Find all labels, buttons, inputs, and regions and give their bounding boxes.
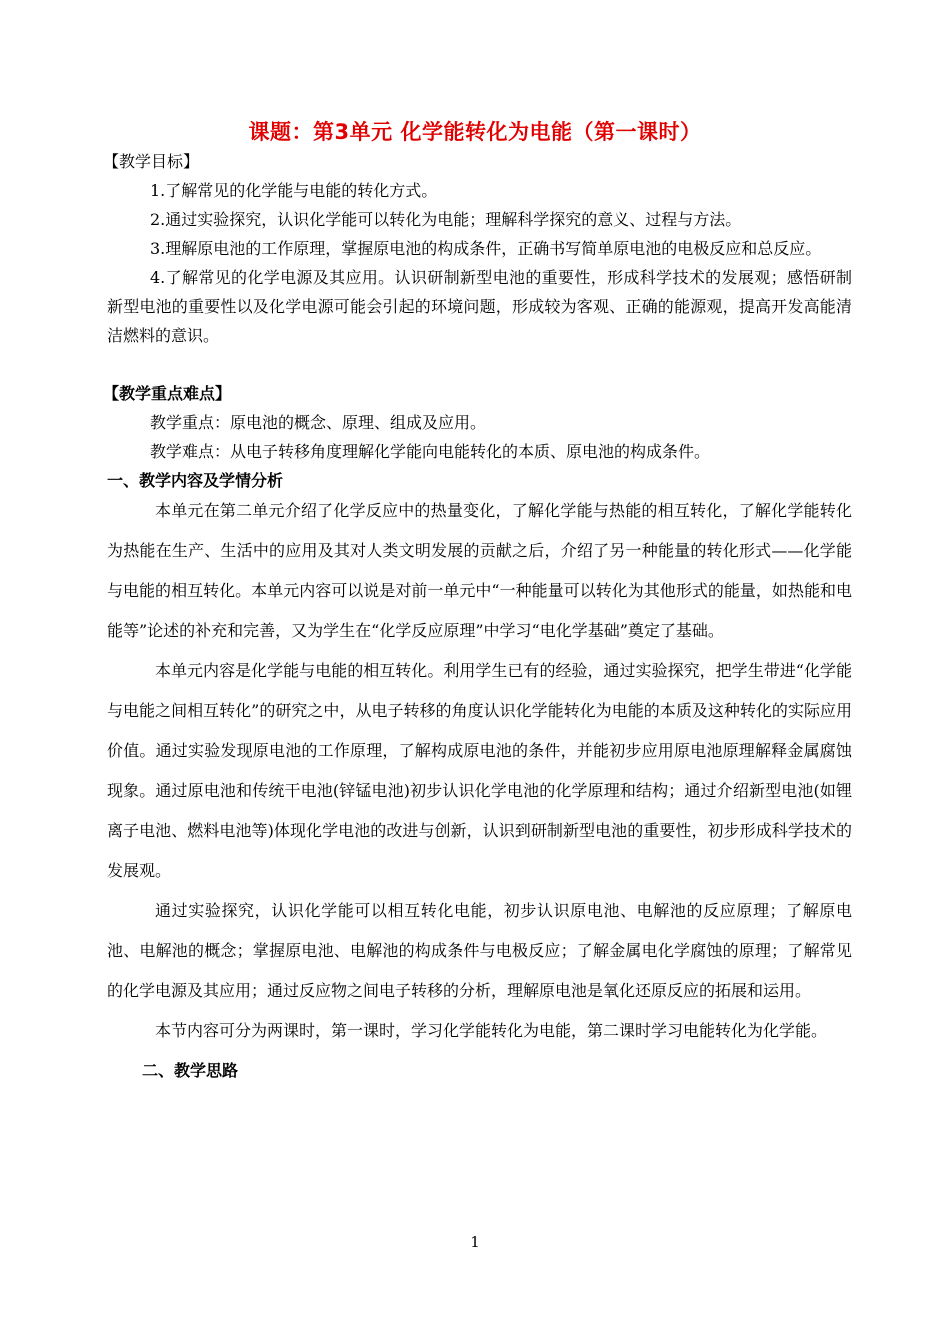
section1-body xyxy=(107,491,852,1091)
section2-heading: 二、教学思路 xyxy=(142,1061,239,1080)
body-paragraph: 通过实验探究，认识化学能可以相互转化电能，初步认识原电池、电解池的反应原理；了解原电池、电解池的概念；掌握原电池、电解池的构成条件与电极反应；了解金属电化学腐蚀的原理；了解常见的化学电源及其应用；通过反应物之间电子转移的分析，理解原电池是氧化还原反应的拓展和运用。 xyxy=(107,901,852,1000)
objective-item: 2.通过实验探究，认识化学能可以转化为电能；理解科学探究的意义、过程与方法。 xyxy=(150,210,742,229)
difficulty-point: 教学难点：从电子转移角度理解化学能向电能转化的本质、原电池的构成条件。 xyxy=(150,442,711,461)
key-point: 教学重点：原电池的概念、原理、组成及应用。 xyxy=(150,413,487,432)
page-number: 1 xyxy=(470,1233,480,1251)
objectives-section xyxy=(103,147,852,350)
objectives-heading: 【教学目标】 xyxy=(103,152,200,171)
document-title: 课题：第3单元 化学能转化为电能（第一课时） xyxy=(248,120,702,144)
section1-heading: 一、教学内容及学情分析 xyxy=(107,471,284,490)
objective-item: 1.了解常见的化学能与电能的转化方式。 xyxy=(150,181,438,200)
keypoints-section xyxy=(103,379,852,495)
body-paragraph: 本节内容可分为两课时，第一课时，学习化学能转化为电能，第二课时学习电能转化为化学能。 xyxy=(155,1021,828,1040)
objective-item: 3.理解原电池的工作原理，掌握原电池的构成条件，正确书写简单原电池的电极反应和总反应。 xyxy=(150,239,822,258)
keypoints-heading: 【教学重点难点】 xyxy=(103,384,232,403)
body-paragraph: 本单元在第二单元介绍了化学反应中的热量变化，了解化学能与热能的相互转化，了解化学能转化为热能在生产、生活中的应用及其对人类文明发展的贡献之后，介绍了另一种能量的转化形式——化学能与电能的相互转化。本单元内容可以说是对前一单元中“一种能量可以转化为其他形式的能量，如热能和电能等”论述的补充和完善，又为学生在“化学反应原理”中学习“电化学基础”奠定了基础。 xyxy=(107,501,852,640)
body-paragraph: 本单元内容是化学能与电能的相互转化。利用学生已有的经验，通过实验探究，把学生带进“化学能与电能之间相互转化”的研究之中，从电子转移的角度认识化学能转化为电能的本质及这种转化的实际应用价值。通过实验发现原电池的工作原理，了解构成原电池的条件，并能初步应用原电池原理解释金属腐蚀现象。通过原电池和传统干电池(锌锰电池)初步认识化学电池的化学原理和结构；通过介绍新型电池(如锂离子电池、燃料电池等)体现化学电池的改进与创新，认识到研制新型电池的重要性，初步形成科学技术的发展观。 xyxy=(107,661,852,880)
objective-item: 4.了解常见的化学电源及其应用。认识研制新型电池的重要性，形成科学技术的发展观；感悟研制新型电池的重要性以及化学电源可能会引起的环境问题，形成较为客观、正确的能源观，提高开发高能清洁燃料的意识。 xyxy=(107,268,852,345)
